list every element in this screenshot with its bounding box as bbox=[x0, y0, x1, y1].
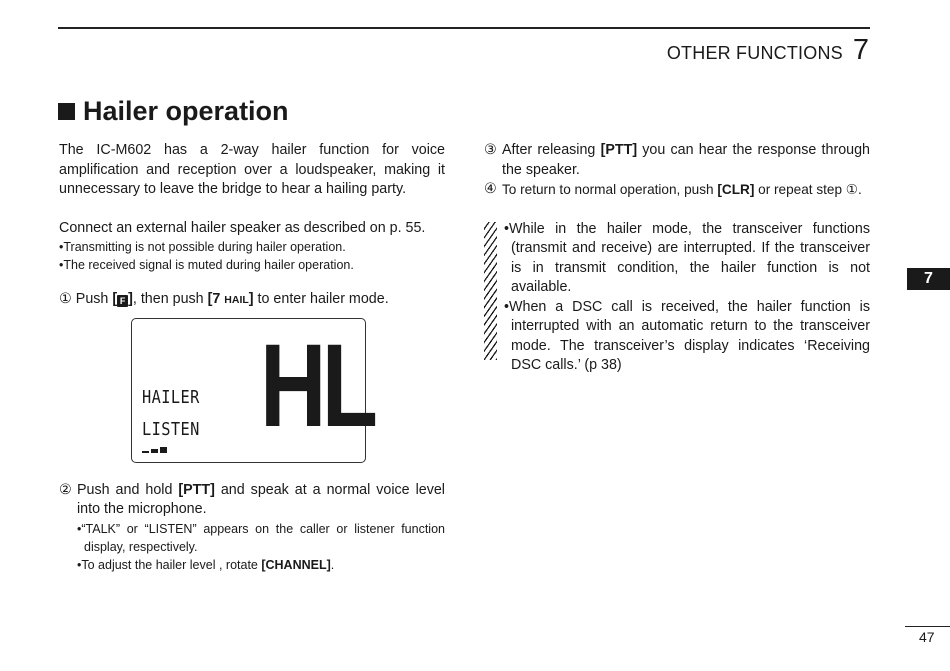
connect-paragraph: Connect an external hailer speaker as described on p. 55. bbox=[59, 219, 426, 236]
page-header bbox=[667, 34, 869, 67]
chapter-title: OTHER FUNCTIONS bbox=[666, 43, 843, 63]
section-heading bbox=[58, 96, 289, 127]
square-bullet-icon bbox=[58, 103, 75, 120]
step-3: ③ After releasing [PTT] you can hear the response through the speaker. bbox=[484, 142, 871, 178]
right-column bbox=[484, 141, 870, 376]
top-rule bbox=[58, 27, 870, 29]
step-1: ① Push [ F ], then push [7 HAIL] to enter hailer mode. bbox=[59, 291, 389, 307]
intro-paragraph: The IC-M602 has a 2-way hailer function for voice amplification and reception over a loudspeaker, making it unnecessary to leave the bridge to hear a hailing party. bbox=[59, 142, 445, 197]
chapter-side-tab: 7 bbox=[907, 268, 950, 290]
caution-notes bbox=[484, 220, 870, 376]
step-2-note: •“TALK” or “LISTEN” appears on the caller or listener function display, respectively. bbox=[77, 521, 445, 554]
chapter-number: 7 bbox=[852, 34, 869, 66]
bottom-rule bbox=[905, 626, 950, 627]
lcd-hailer-text: HAILER bbox=[142, 387, 200, 408]
caution-hatch-icon bbox=[484, 222, 497, 360]
step-4: ④ To return to normal operation, push [CLR] or repeat step ①. bbox=[484, 181, 862, 198]
section-title: Hailer operation bbox=[83, 96, 289, 126]
step-2: ② Push and hold [PTT] and speak at a normal voice level into the microphone. bbox=[59, 481, 445, 517]
caution-note: •While in the hailer mode, the transceiver functions (transmit and receive) are interrupted. If the transceiver is in transmit condition, the hailer function is not available. bbox=[504, 220, 870, 295]
connect-note: •Transmitting is not possible during hailer operation. bbox=[59, 240, 346, 254]
lcd-level-bars-icon bbox=[142, 447, 167, 453]
function-key-icon: F bbox=[117, 295, 128, 307]
lcd-display bbox=[131, 318, 374, 463]
page-number: 47 bbox=[919, 629, 935, 645]
lcd-listen-text: LISTEN bbox=[142, 419, 200, 440]
step-2-note: •To adjust the hailer level , rotate [CHANNEL]. bbox=[77, 557, 335, 572]
lcd-hl-indicator: HL bbox=[260, 320, 374, 452]
caution-note: •When a DSC call is received, the hailer function is interrupted with an automatic return to the transceiver mode. The transceiver’s display indicates ‘Receiving DSC calls.’ (p 38) bbox=[504, 298, 870, 373]
connect-note: •The received signal is muted during hailer operation. bbox=[59, 258, 354, 272]
